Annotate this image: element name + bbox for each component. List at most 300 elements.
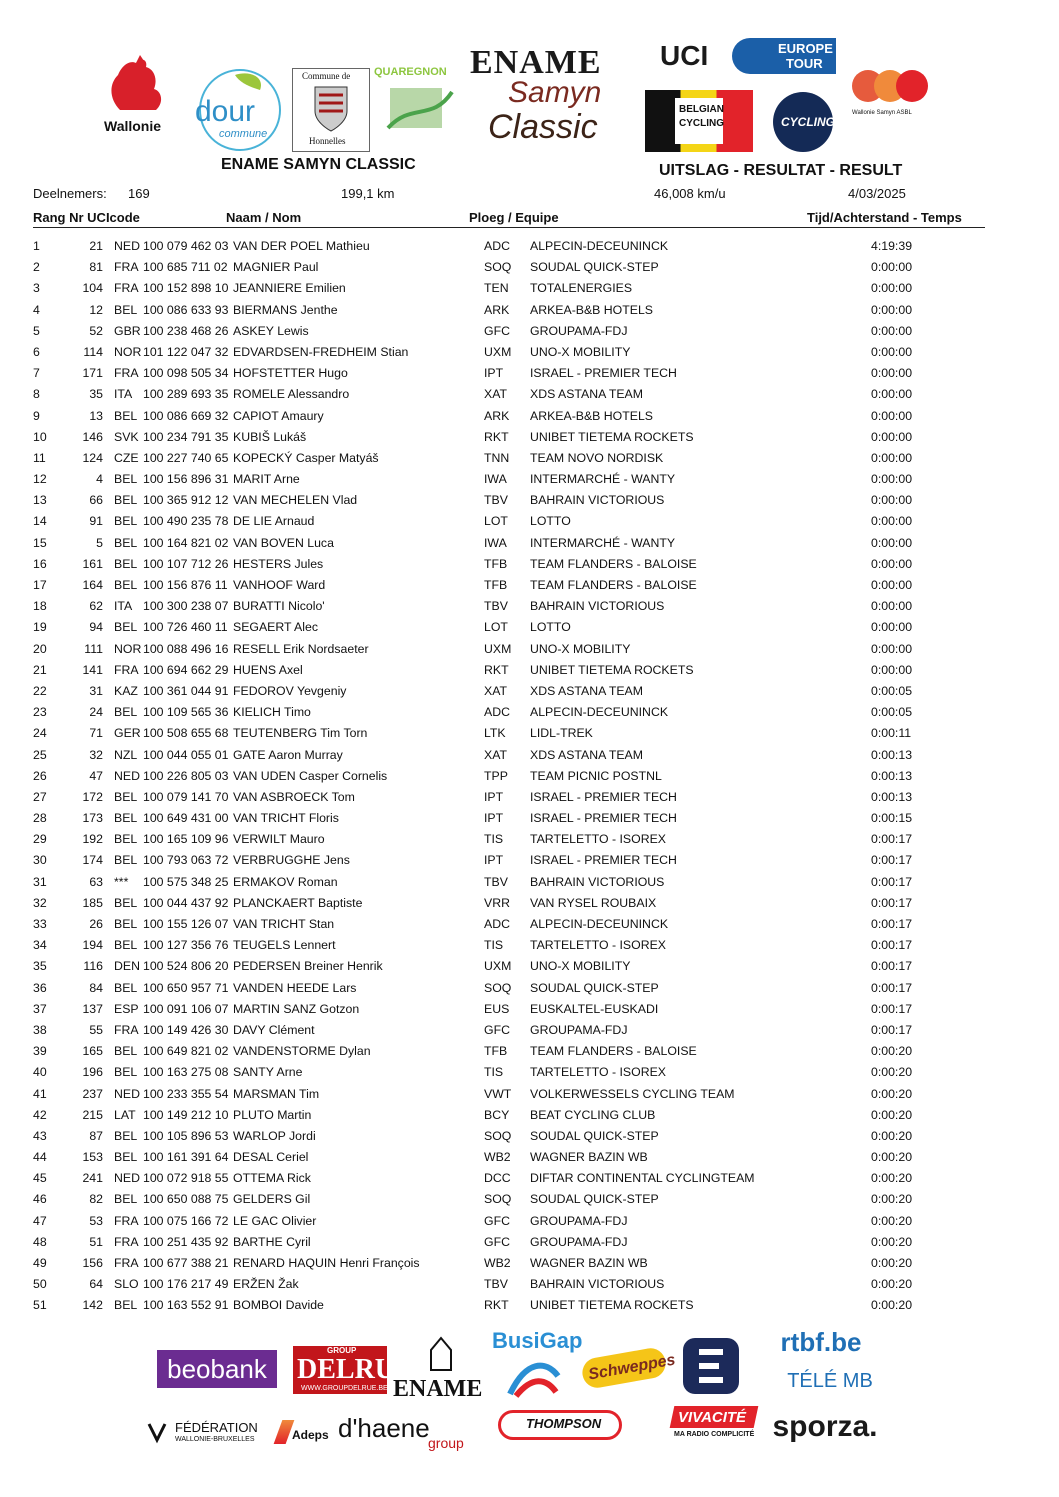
cell-uci-code: 100 289 693 35 (143, 387, 229, 402)
cell-rank: 29 (33, 832, 47, 847)
cell-time: 0:00:20 (871, 1044, 913, 1059)
cell-rider-name: BIERMANS Jenthe (233, 302, 338, 317)
cell-nationality: BEL (114, 620, 138, 635)
cell-time: 0:00:05 (871, 705, 913, 720)
cell-bib-number: 171 (82, 366, 103, 381)
cell-bib-number: 55 (89, 1022, 103, 1037)
table-row (0, 660, 1059, 681)
cell-time: 0:00:20 (871, 1192, 913, 1207)
cell-rider-name: DAVY Clément (233, 1022, 315, 1037)
table-row (0, 278, 1059, 299)
cell-team-name: TARTELETTO - ISOREX (530, 832, 666, 847)
cell-nationality: ESP (114, 1001, 139, 1016)
cell-team-code: WB2 (484, 1256, 511, 1270)
delrue-url-label: WWW.GROUPDELRUE.BE (301, 1385, 388, 1392)
cell-time: 0:00:20 (871, 1298, 913, 1313)
cell-uci-code: 100 163 275 08 (143, 1065, 229, 1080)
logo-quaregnon (372, 66, 460, 148)
ename-line3: Classic (488, 108, 598, 146)
table-row (0, 448, 1059, 469)
cell-team-name: UNIBET TIETEMA ROCKETS (530, 1298, 694, 1313)
cell-nationality: NED (114, 768, 140, 783)
column-header-name: Naam / Nom (226, 210, 302, 225)
cell-rider-name: VAN BOVEN Luca (233, 535, 334, 550)
cell-rank: 32 (33, 895, 47, 910)
cell-uci-code: 100 238 468 26 (143, 323, 229, 338)
table-row (0, 236, 1059, 257)
federation-label: FÉDÉRATION (175, 1420, 258, 1435)
cell-team-code: IPT (484, 811, 504, 826)
honnelles-bottom-label: Honnelles (309, 136, 346, 146)
cell-rider-name: VANHOOF Ward (233, 578, 326, 592)
cell-bib-number: 172 (82, 789, 103, 804)
cell-rider-name: SANTY Arne (233, 1065, 303, 1080)
result-title: UITSLAG - RESULTAT - RESULT (659, 162, 903, 179)
sponsor-rtbf: rtbf.be (780, 1326, 862, 1357)
cell-rank: 23 (33, 705, 47, 720)
cell-time: 0:00:17 (871, 1001, 913, 1016)
cell-nationality: BEL (114, 408, 138, 423)
cell-team-code: RKT (484, 429, 509, 444)
cell-team-name: ALPECIN-DECEUNINCK (530, 239, 669, 253)
cell-rider-name: ASKEY Lewis (233, 323, 309, 338)
cell-team-code: RKT (484, 662, 509, 677)
cell-rider-name: BURATTI Nicolo' (233, 599, 325, 614)
cell-time: 0:00:17 (871, 959, 913, 974)
cell-rider-name: PLANCKAERT Baptiste (233, 895, 363, 910)
cell-team-code: SOQ (484, 260, 512, 275)
cell-rider-name: PLUTO Martin (233, 1107, 312, 1122)
cell-time: 0:00:17 (871, 917, 913, 931)
cell-bib-number: 21 (89, 239, 103, 253)
cell-bib-number: 82 (89, 1192, 103, 1207)
cell-bib-number: 241 (82, 1171, 103, 1186)
cell-nationality: DEN (114, 959, 140, 974)
cell-team-code: TEN (484, 281, 509, 296)
cell-team-code: GFC (484, 1213, 510, 1228)
table-row (0, 808, 1059, 829)
cell-bib-number: 35 (89, 387, 103, 402)
dour-label: dour (195, 95, 256, 128)
cell-rank: 30 (33, 853, 47, 868)
cell-bib-number: 91 (89, 514, 103, 529)
cell-rank: 2 (33, 260, 40, 275)
cell-rider-name: VANDEN HEEDE Lars (233, 980, 357, 995)
cell-time: 0:00:00 (871, 281, 913, 296)
cell-team-code: EUS (484, 1001, 510, 1016)
table-row (0, 596, 1059, 617)
cell-rider-name: DE LIE Arnaud (233, 514, 315, 529)
cell-bib-number: 63 (89, 874, 103, 889)
cell-time: 0:00:00 (871, 366, 913, 381)
table-row (0, 1211, 1059, 1232)
participants-value: 169 (128, 186, 150, 201)
delrue-top-label: GROUP (327, 1346, 357, 1355)
cell-nationality: BEL (114, 1192, 138, 1207)
cell-uci-code: 100 161 391 64 (143, 1150, 229, 1165)
cell-nationality: BEL (114, 556, 138, 571)
table-row (0, 342, 1059, 363)
cell-uci-code: 100 649 821 02 (143, 1044, 229, 1059)
cell-rank: 27 (33, 789, 47, 804)
table-row (0, 1147, 1059, 1168)
cell-rank: 13 (33, 493, 47, 508)
cell-rank: 4 (33, 302, 40, 317)
cell-team-name: GROUPAMA-FDJ (530, 1234, 628, 1249)
cell-time: 0:00:17 (871, 980, 913, 995)
sponsor-telemb: TÉLÉ MB (787, 1369, 873, 1392)
cell-team-name: UNIBET TIETEMA ROCKETS (530, 662, 694, 677)
table-row (0, 850, 1059, 871)
cell-bib-number: 64 (89, 1277, 103, 1292)
cell-team-code: TFB (484, 1044, 508, 1059)
race-title: ENAME SAMYN CLASSIC (221, 156, 416, 173)
cell-nationality: BEL (114, 789, 138, 804)
cell-team-code: GFC (484, 323, 510, 338)
cell-nationality: BEL (114, 535, 138, 550)
table-row (0, 1084, 1059, 1105)
cell-time: 0:00:00 (871, 641, 913, 656)
logo-dour (195, 65, 285, 155)
cell-team-name: VOLKERWESSELS CYCLING TEAM (530, 1086, 735, 1101)
logo-belgian-cycling (645, 90, 753, 152)
cell-rank: 34 (33, 938, 47, 953)
header-divider (33, 227, 985, 228)
table-row (0, 681, 1059, 702)
cell-team-code: LOT (484, 620, 508, 635)
table-row (0, 469, 1059, 490)
cell-rider-name: HOFSTETTER Hugo (233, 366, 348, 381)
belgian-cycling-label-2: CYCLING (679, 118, 724, 129)
cell-bib-number: 94 (89, 620, 103, 635)
cell-team-code: RKT (484, 1298, 509, 1313)
cell-uci-code: 100 044 055 01 (143, 747, 229, 762)
cell-team-code: UXM (484, 344, 512, 359)
table-row (0, 639, 1059, 660)
cell-time: 0:00:00 (871, 344, 913, 359)
table-row (0, 1295, 1059, 1316)
cell-team-code: GFC (484, 1022, 510, 1037)
cell-bib-number: 111 (84, 641, 103, 656)
busigap-label: BusiGap (492, 1328, 583, 1353)
cell-bib-number: 194 (82, 938, 103, 953)
cell-time: 0:00:00 (871, 578, 913, 592)
cell-team-name: ARKEA-B&B HOTELS (530, 302, 654, 317)
cell-team-code: IPT (484, 853, 504, 868)
cell-team-name: VAN RYSEL ROUBAIX (530, 895, 657, 910)
table-row (0, 1232, 1059, 1253)
logo-ename-samyn-classic (468, 44, 628, 154)
table-row (0, 1168, 1059, 1189)
table-row (0, 511, 1059, 532)
ename-sponsor-label: ENAME (393, 1376, 483, 1402)
column-header-time: Tijd/Achterstand - Temps (807, 210, 962, 225)
cell-rider-name: GATE Aaron Murray (233, 747, 343, 762)
table-row (0, 1105, 1059, 1126)
cell-rider-name: PEDERSEN Breiner Henrik (233, 959, 383, 974)
cell-time: 0:00:20 (871, 1065, 913, 1080)
cell-team-name: WAGNER BAZIN WB (530, 1256, 648, 1270)
cell-team-name: WAGNER BAZIN WB (530, 1150, 648, 1165)
table-row (0, 766, 1059, 787)
cell-uci-code: 100 164 821 02 (143, 535, 229, 550)
cell-rider-name: BOMBOI Davide (233, 1298, 324, 1313)
cell-rider-name: MAGNIER Paul (233, 260, 319, 275)
sponsor-adeps (278, 1418, 334, 1448)
cell-team-code: UXM (484, 959, 512, 974)
cell-team-name: TEAM FLANDERS - BALOISE (530, 1044, 697, 1059)
cell-team-code: LTK (484, 726, 506, 741)
cell-nationality: BEL (114, 917, 138, 931)
cell-uci-code: 100 251 435 92 (143, 1234, 229, 1249)
cell-rank: 37 (33, 1001, 47, 1016)
cell-nationality: BEL (114, 811, 138, 826)
cell-rider-name: KUBIŠ Lukáš (233, 429, 307, 444)
cell-nationality: BEL (114, 493, 138, 508)
cell-rank: 28 (33, 811, 47, 826)
table-row (0, 427, 1059, 448)
cell-rank: 47 (33, 1213, 47, 1228)
coat-of-arms-icon (313, 83, 349, 133)
cell-bib-number: 52 (89, 323, 103, 338)
cell-rank: 20 (33, 641, 47, 656)
cell-nationality: FRA (114, 1213, 139, 1228)
cell-rank: 21 (33, 662, 47, 677)
cell-uci-code: 100 685 711 02 (143, 260, 228, 275)
table-row (0, 745, 1059, 766)
cell-rank: 36 (33, 980, 47, 995)
cell-uci-code: 100 075 166 72 (143, 1213, 229, 1228)
cell-bib-number: 137 (82, 1001, 103, 1016)
cell-rank: 10 (33, 429, 47, 444)
cell-team-name: GROUPAMA-FDJ (530, 323, 628, 338)
cell-rank: 26 (33, 768, 47, 783)
cell-team-name: XDS ASTANA TEAM (530, 387, 643, 402)
sponsor-sporza: sporza. (772, 1410, 878, 1443)
cell-team-code: SOQ (484, 1128, 512, 1143)
dour-sub-label: commune (219, 128, 268, 140)
cell-team-code: ARK (484, 408, 510, 423)
cell-nationality: ITA (114, 599, 133, 614)
cell-uci-code: 100 163 552 91 (143, 1298, 229, 1313)
cell-rider-name: VAN MECHELEN Vlad (233, 493, 358, 508)
cell-rider-name: VAN TRICHT Floris (233, 811, 339, 826)
cell-time: 0:00:11 (871, 726, 912, 741)
cell-team-code: GFC (484, 1234, 510, 1249)
cell-team-name: INTERMARCHÉ - WANTY (530, 472, 676, 487)
cell-rider-name: RESELL Erik Nordsaeter (233, 641, 369, 656)
cell-time: 0:00:00 (871, 514, 913, 529)
cell-team-code: TBV (484, 1277, 508, 1292)
cell-time: 0:00:00 (871, 620, 913, 635)
cell-team-name: LOTTO (530, 620, 571, 635)
cell-rider-name: FEDOROV Yevgeniy (233, 683, 347, 698)
table-row (0, 617, 1059, 638)
cell-team-code: UXM (484, 641, 512, 656)
cell-uci-code: 100 079 462 03 (143, 239, 229, 253)
cell-time: 0:00:00 (871, 556, 913, 571)
table-row (0, 829, 1059, 850)
cell-bib-number: 13 (89, 408, 103, 423)
table-row (0, 723, 1059, 744)
cell-nationality: BEL (114, 1128, 138, 1143)
cell-bib-number: 146 (82, 429, 103, 444)
cell-rank: 18 (33, 599, 47, 614)
cell-bib-number: 116 (83, 959, 103, 974)
cell-rider-name: CAPIOT Amaury (233, 408, 324, 423)
cell-team-name: SOUDAL QUICK-STEP (530, 980, 659, 995)
cell-team-name: TARTELETTO - ISOREX (530, 938, 666, 953)
wallonie-label: Wallonie (104, 118, 162, 134)
e-letter-icon (683, 1338, 739, 1394)
cell-rank: 40 (33, 1065, 47, 1080)
cell-bib-number: 215 (82, 1107, 103, 1122)
cell-uci-code: 100 079 141 70 (143, 789, 229, 804)
cell-nationality: SVK (114, 429, 139, 444)
cell-team-code: WB2 (484, 1150, 511, 1165)
cell-team-name: DIFTAR CONTINENTAL CYCLINGTEAM (530, 1171, 755, 1186)
cell-rank: 35 (33, 959, 47, 974)
cell-team-code: TPP (484, 768, 508, 783)
cell-team-code: SOQ (484, 980, 512, 995)
column-header-rank: Rang Nr UCIcode (33, 210, 140, 225)
cell-rank: 9 (33, 408, 40, 423)
table-row (0, 1020, 1059, 1041)
cell-time: 0:00:20 (871, 1107, 913, 1122)
cell-time: 0:00:20 (871, 1171, 913, 1186)
cell-rider-name: ROMELE Alessandro (233, 387, 350, 402)
cell-team-code: XAT (484, 683, 508, 698)
cell-uci-code: 100 107 712 26 (143, 556, 229, 571)
cell-rank: 17 (33, 578, 47, 592)
sponsor-thompson (498, 1408, 622, 1444)
cell-rider-name: DESAL Ceriel (233, 1150, 309, 1165)
cell-team-name: TOTALENERGIES (530, 281, 633, 296)
cell-bib-number: 87 (89, 1128, 103, 1143)
table-row (0, 300, 1059, 321)
cell-bib-number: 66 (89, 493, 103, 508)
cell-uci-code: 100 088 496 16 (143, 641, 229, 656)
cell-nationality: FRA (114, 1234, 139, 1249)
cell-bib-number: 53 (89, 1213, 103, 1228)
cell-uci-code: 100 361 044 91 (143, 683, 229, 698)
cell-uci-code: 100 234 791 35 (143, 429, 229, 444)
cell-bib-number: 62 (89, 599, 103, 614)
cell-uci-code: 100 650 088 75 (143, 1192, 229, 1207)
cell-rider-name: MARTIN SANZ Gotzon (233, 1001, 360, 1016)
cell-bib-number: 153 (82, 1150, 103, 1165)
cell-uci-code: 100 098 505 34 (143, 366, 229, 381)
table-row (0, 575, 1059, 596)
cell-rider-name: WARLOP Jordi (233, 1128, 316, 1143)
cell-bib-number: 81 (89, 260, 103, 275)
cell-nationality: BEL (114, 578, 138, 592)
cell-nationality: BEL (114, 705, 138, 720)
cell-time: 0:00:17 (871, 1022, 913, 1037)
cell-team-name: XDS ASTANA TEAM (530, 747, 643, 762)
cell-nationality: NOR (114, 344, 142, 359)
table-row (0, 702, 1059, 723)
cell-rider-name: RENARD HAQUIN Henri François (233, 1256, 420, 1270)
uci-right-label-2: TOUR (786, 56, 823, 71)
distance-value: 199,1 km (341, 186, 395, 201)
sponsor-beobank: beobank (157, 1350, 277, 1388)
schweppes-label: Schweppes (587, 1351, 677, 1384)
cell-uci-code: 100 726 460 11 (143, 620, 228, 635)
cell-time: 0:00:00 (871, 535, 913, 550)
cell-rider-name: BARTHE Cyril (233, 1234, 311, 1249)
cell-team-code: IPT (484, 366, 504, 381)
cell-team-name: UNO-X MOBILITY (530, 344, 631, 359)
cell-uci-code: 100 086 669 32 (143, 408, 229, 423)
cell-rank: 44 (33, 1150, 47, 1165)
cell-bib-number: 31 (89, 683, 103, 698)
cell-team-name: GROUPAMA-FDJ (530, 1022, 628, 1037)
cell-team-code: TIS (484, 938, 504, 953)
cell-team-name: ALPECIN-DECEUNINCK (530, 917, 669, 931)
cell-rider-name: TEUGELS Lennert (233, 938, 336, 953)
cell-nationality: FRA (114, 662, 139, 677)
cell-uci-code: 100 365 912 12 (143, 493, 229, 508)
sponsor-ename (393, 1336, 489, 1406)
belgian-cycling-label-1: BELGIAN (679, 104, 724, 115)
cell-rank: 31 (33, 874, 47, 889)
table-row (0, 1189, 1059, 1210)
cell-team-name: TEAM FLANDERS - BALOISE (530, 556, 697, 571)
cell-team-code: TIS (484, 1065, 504, 1080)
cell-uci-code: 100 226 805 03 (143, 768, 229, 783)
cell-rank: 41 (33, 1086, 47, 1101)
busigap-arc-icon (506, 1356, 562, 1398)
cell-bib-number: 12 (89, 302, 103, 317)
cell-team-code: XAT (484, 747, 508, 762)
cell-team-name: TARTELETTO - ISOREX (530, 1065, 666, 1080)
table-row (0, 872, 1059, 893)
cell-rank: 19 (33, 620, 47, 635)
cell-rank: 51 (33, 1298, 47, 1313)
cell-rank: 43 (33, 1128, 47, 1143)
cell-nationality: FRA (114, 1022, 139, 1037)
cell-time: 0:00:00 (871, 408, 913, 423)
cell-uci-code: 100 649 431 00 (143, 811, 229, 826)
sponsor-busigap (492, 1328, 583, 1398)
cell-time: 0:00:13 (871, 768, 913, 783)
cell-uci-code: 100 233 355 54 (143, 1086, 229, 1101)
cell-uci-code: 100 508 655 68 (143, 726, 229, 741)
ename-line2: Samyn (508, 76, 602, 109)
cell-bib-number: 47 (89, 768, 103, 783)
vivacite-sub-label: MA RADIO COMPLICITÉ (674, 1431, 755, 1438)
table-row (0, 554, 1059, 575)
cell-team-code: ADC (484, 239, 510, 253)
cell-team-code: TBV (484, 493, 508, 508)
sponsor-delrue (293, 1346, 414, 1394)
cell-team-name: GROUPAMA-FDJ (530, 1213, 628, 1228)
cell-rider-name: VERWILT Mauro (233, 832, 325, 847)
table-row (0, 1253, 1059, 1274)
cell-uci-code: 100 300 238 07 (143, 599, 229, 614)
cell-bib-number: 156 (82, 1256, 103, 1270)
cell-uci-code: 100 227 740 65 (143, 450, 229, 465)
cell-team-name: ISRAEL - PREMIER TECH (530, 366, 677, 381)
cell-rank: 42 (33, 1107, 47, 1122)
table-row (0, 533, 1059, 554)
cell-time: 0:00:20 (871, 1277, 913, 1292)
cell-bib-number: 192 (82, 832, 103, 847)
cell-nationality: BEL (114, 1044, 138, 1059)
cell-bib-number: 141 (82, 662, 103, 677)
table-row (0, 956, 1059, 977)
